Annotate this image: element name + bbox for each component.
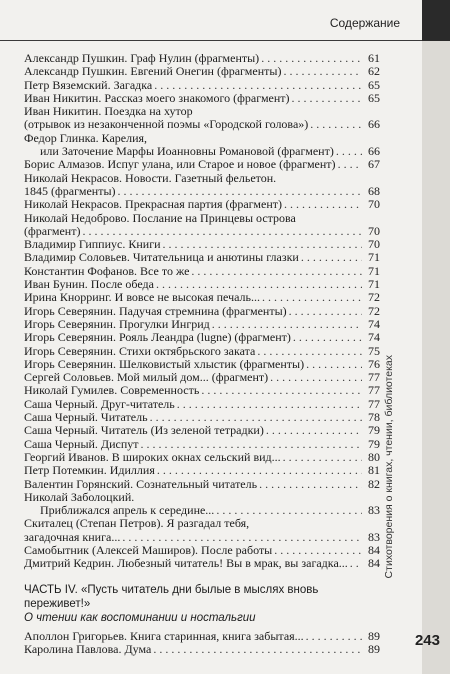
toc-page-number: 89 bbox=[362, 630, 380, 643]
dot-leader bbox=[82, 225, 362, 238]
toc-entry bbox=[24, 225, 380, 238]
toc-page-number: 84 bbox=[362, 544, 380, 557]
dot-leader bbox=[274, 544, 362, 557]
running-head-tab bbox=[422, 0, 450, 41]
toc-page-number: 77 bbox=[362, 384, 380, 397]
toc-entry bbox=[24, 185, 380, 198]
dot-leader bbox=[284, 198, 362, 211]
toc-page-number: 65 bbox=[362, 92, 380, 105]
dot-leader bbox=[118, 185, 362, 198]
toc-page-number: 68 bbox=[362, 185, 380, 198]
toc-entry bbox=[24, 79, 380, 92]
dot-leader bbox=[141, 438, 362, 451]
part-title: ЧАСТЬ IV. «Пусть читатель дни былые в мыслях вновь переживет!» bbox=[24, 583, 319, 610]
dot-leader bbox=[191, 265, 362, 278]
dot-leader bbox=[216, 504, 362, 517]
toc-entry bbox=[24, 92, 380, 105]
toc-page-number: 84 bbox=[362, 557, 380, 570]
toc-entry bbox=[24, 305, 380, 318]
toc-entry-title: Саша Черный. Читатель (Из зеленой тетрадки) bbox=[24, 423, 264, 438]
toc-entry-title: Валентин Горянский. Сознательный читатель bbox=[24, 476, 258, 491]
dot-leader bbox=[293, 331, 362, 344]
toc-entry bbox=[24, 643, 380, 656]
toc-page-number: 80 bbox=[362, 451, 380, 464]
toc-entry-title: 1845 (фрагменты) bbox=[24, 183, 116, 198]
toc-page-number: 89 bbox=[362, 643, 380, 656]
toc-entry-title: Игорь Северянин. Прогулки Ингрид bbox=[24, 316, 210, 331]
side-caption bbox=[383, 95, 403, 579]
toc-entry-title: или Заточение Марфы Иоанновны Романовой (фрагмент) bbox=[24, 145, 336, 158]
toc-page-number: 81 bbox=[362, 464, 380, 477]
dot-leader bbox=[301, 251, 362, 264]
toc-entry bbox=[24, 438, 380, 451]
toc-entry-title: Саша Черный. Друг-читатель bbox=[24, 396, 175, 411]
toc-page-number: 83 bbox=[362, 531, 380, 544]
toc-entry-title: Саша Черный. Диспут bbox=[24, 436, 139, 451]
toc-page-number: 74 bbox=[362, 318, 380, 331]
dot-leader bbox=[306, 630, 362, 643]
toc-page-number: 74 bbox=[362, 331, 380, 344]
toc-entry bbox=[24, 238, 380, 251]
dot-leader bbox=[289, 305, 362, 318]
page-number: 243 bbox=[414, 632, 440, 649]
toc-page-number: 71 bbox=[362, 278, 380, 291]
toc-entry-title: Игорь Северянин. Стихи октябрьского заката bbox=[24, 343, 256, 358]
toc-entry-title: Самобытник (Алексей Маширов). После работы bbox=[24, 542, 273, 557]
dot-leader bbox=[163, 238, 362, 251]
toc-page-number: 82 bbox=[362, 478, 380, 491]
dot-leader bbox=[157, 464, 362, 477]
toc-page-number: 70 bbox=[362, 198, 380, 211]
dot-leader bbox=[261, 52, 362, 65]
toc-entry bbox=[24, 331, 380, 344]
toc-entry bbox=[24, 265, 380, 278]
toc-entry-title: Николай Недоброво. Послание на Принцевы острова bbox=[24, 210, 296, 225]
toc-page-number: 75 bbox=[362, 345, 380, 358]
toc-entry bbox=[24, 105, 380, 118]
toc-entry-title: Петр Вяземский. Загадка bbox=[24, 77, 153, 92]
toc-entry-title: Каролина Павлова. Дума bbox=[24, 641, 152, 656]
toc-entry bbox=[24, 451, 380, 464]
toc-entry bbox=[24, 384, 380, 397]
dot-leader bbox=[306, 358, 362, 371]
toc-entry bbox=[24, 517, 380, 530]
dot-leader bbox=[283, 451, 362, 464]
toc-entry bbox=[24, 424, 380, 437]
toc-entry-title: Георгий Иванов. В широких окнах сельский вид... bbox=[24, 449, 281, 464]
toc-entry bbox=[24, 630, 380, 643]
toc-entry bbox=[24, 504, 380, 517]
toc-entry bbox=[24, 52, 380, 65]
toc-page-number: 77 bbox=[362, 371, 380, 384]
running-head-title: Содержание bbox=[329, 16, 400, 30]
table-of-contents bbox=[24, 52, 380, 656]
dot-leader bbox=[350, 557, 362, 570]
toc-entry-title: Саша Черный. Читатель bbox=[24, 410, 148, 425]
toc-page-number: 72 bbox=[362, 305, 380, 318]
toc-entry bbox=[24, 398, 380, 411]
toc-page-number: 66 bbox=[362, 118, 380, 131]
dot-leader bbox=[283, 65, 362, 78]
toc-entry-title: Петр Потемкин. Идиллия bbox=[24, 463, 155, 478]
toc-page-number: 65 bbox=[362, 79, 380, 92]
toc-entry-title: Константин Фофанов. Все то же bbox=[24, 263, 190, 278]
toc-page-number: 71 bbox=[362, 251, 380, 264]
toc-entry-title: Игорь Северянин. Падучая стремнина (фрагменты) bbox=[24, 303, 287, 318]
toc-entry-title: Владимир Соловьев. Читательница и анютины глазки bbox=[24, 250, 299, 265]
dot-leader bbox=[262, 291, 362, 304]
toc-entry-title: Иван Никитин. Рассказ моего знакомого (фрагмент) bbox=[24, 90, 290, 105]
toc-entry bbox=[24, 145, 380, 158]
toc-entry-title: Игорь Северянин. Рояль Леандра (lugne) (фрагмент) bbox=[24, 330, 291, 345]
toc-entry bbox=[24, 278, 380, 291]
toc-entry-title: Александр Пушкин. Евгений Онегин (фрагменты) bbox=[24, 64, 282, 79]
toc-page-number: 76 bbox=[362, 358, 380, 371]
toc-entry-title: Аполлон Григорьев. Книга старинная, книга забытая... bbox=[24, 628, 304, 643]
part-subtitle: О чтении как воспоминании и ностальгии bbox=[24, 611, 256, 624]
toc-entry bbox=[24, 411, 380, 424]
toc-entry-title: Николай Некрасов. Прекрасная партия (фрагмент) bbox=[24, 197, 282, 212]
toc-entry bbox=[24, 345, 380, 358]
toc-page-number: 61 bbox=[362, 52, 380, 65]
toc-entry bbox=[24, 132, 380, 145]
toc-entry bbox=[24, 544, 380, 557]
toc-entry-title: Николай Заболоцкий. bbox=[24, 489, 135, 504]
dot-leader bbox=[177, 398, 362, 411]
toc-entry bbox=[24, 158, 380, 171]
toc-entry-title: (фрагмент) bbox=[24, 223, 81, 238]
toc-entry-title: Дмитрий Кедрин. Любезный читатель! Вы в мрак, вы загадка... bbox=[24, 556, 348, 571]
toc-entry bbox=[24, 118, 380, 131]
dot-leader bbox=[270, 371, 362, 384]
dot-leader bbox=[212, 318, 362, 331]
side-caption-text: Стихотворения о книгах, чтении, библиотеках bbox=[383, 355, 395, 579]
toc-page-number: 66 bbox=[362, 145, 380, 158]
toc-entry bbox=[24, 491, 380, 504]
toc-entry-title: (отрывок из незаконченной поэмы «Городской голова») bbox=[24, 117, 309, 132]
toc-entry-title: Федор Глинка. Карелия, bbox=[24, 130, 148, 145]
dot-leader bbox=[154, 79, 362, 92]
toc-entry bbox=[24, 65, 380, 78]
toc-entry-title: Николай Некрасов. Новости. Газетный фельетон. bbox=[24, 170, 277, 185]
part-heading bbox=[24, 583, 380, 625]
toc-entry-title: Александр Пушкин. Граф Нулин (фрагменты) bbox=[24, 51, 260, 65]
dot-leader bbox=[266, 424, 362, 437]
toc-entry bbox=[24, 318, 380, 331]
dot-leader bbox=[150, 411, 362, 424]
toc-page-number: 79 bbox=[362, 438, 380, 451]
toc-entry bbox=[24, 371, 380, 384]
toc-entry-title: Иван Никитин. Поездка на хутор bbox=[24, 104, 193, 119]
toc-page-number: 77 bbox=[362, 398, 380, 411]
toc-entry bbox=[24, 212, 380, 225]
toc-entry bbox=[24, 478, 380, 491]
toc-entry-title: Борис Алмазов. Испуг улана, или Старое и новое (фрагмент) bbox=[24, 157, 336, 172]
toc-entries bbox=[24, 52, 380, 571]
toc-page-number: 78 bbox=[362, 411, 380, 424]
toc-entry bbox=[24, 557, 380, 570]
toc-page-number: 70 bbox=[362, 238, 380, 251]
toc-entry-title: Игорь Северянин. Шелковистый хлыстик (фрагменты) bbox=[24, 356, 305, 371]
toc-entry-title: Владимир Гиппиус. Книги bbox=[24, 237, 161, 252]
toc-page-number: 71 bbox=[362, 265, 380, 278]
toc-entry bbox=[24, 172, 380, 185]
toc-entry bbox=[24, 531, 380, 544]
dot-leader bbox=[156, 278, 362, 291]
dot-leader bbox=[310, 118, 362, 131]
toc-page-number: 70 bbox=[362, 225, 380, 238]
dot-leader bbox=[259, 478, 362, 491]
part-entries bbox=[24, 630, 380, 657]
side-band bbox=[422, 41, 450, 674]
toc-page-number: 79 bbox=[362, 424, 380, 437]
toc-entry-title: Сергей Соловьев. Мой милый дом... (фрагмент) bbox=[24, 370, 269, 385]
dot-leader bbox=[338, 158, 362, 171]
toc-entry-title: Приближался апрель к середине... bbox=[24, 504, 216, 517]
dot-leader bbox=[201, 384, 362, 397]
toc-entry bbox=[24, 291, 380, 304]
toc-entry bbox=[24, 464, 380, 477]
toc-entry-title: Скиталец (Степан Петров). Я разгадал тебя, bbox=[24, 516, 250, 531]
toc-entry-title: Ирина Кнорринг. И вовсе не высокая печаль... bbox=[24, 290, 260, 305]
dot-leader bbox=[122, 531, 362, 544]
dot-leader bbox=[336, 145, 362, 158]
toc-entry bbox=[24, 251, 380, 264]
dot-leader bbox=[153, 643, 362, 656]
toc-page-number: 83 bbox=[362, 504, 380, 517]
toc-page-number: 62 bbox=[362, 65, 380, 78]
toc-entry-title: загадочная книга... bbox=[24, 529, 121, 544]
toc-entry-title: Николай Гумилев. Современность bbox=[24, 383, 200, 398]
dot-leader bbox=[292, 92, 362, 105]
toc-page-number: 67 bbox=[362, 158, 380, 171]
running-head bbox=[0, 0, 422, 41]
toc-entry-title: Иван Бунин. После обеда bbox=[24, 277, 154, 292]
toc-page-number: 72 bbox=[362, 291, 380, 304]
toc-entry bbox=[24, 358, 380, 371]
toc-entry bbox=[24, 198, 380, 211]
dot-leader bbox=[257, 345, 362, 358]
